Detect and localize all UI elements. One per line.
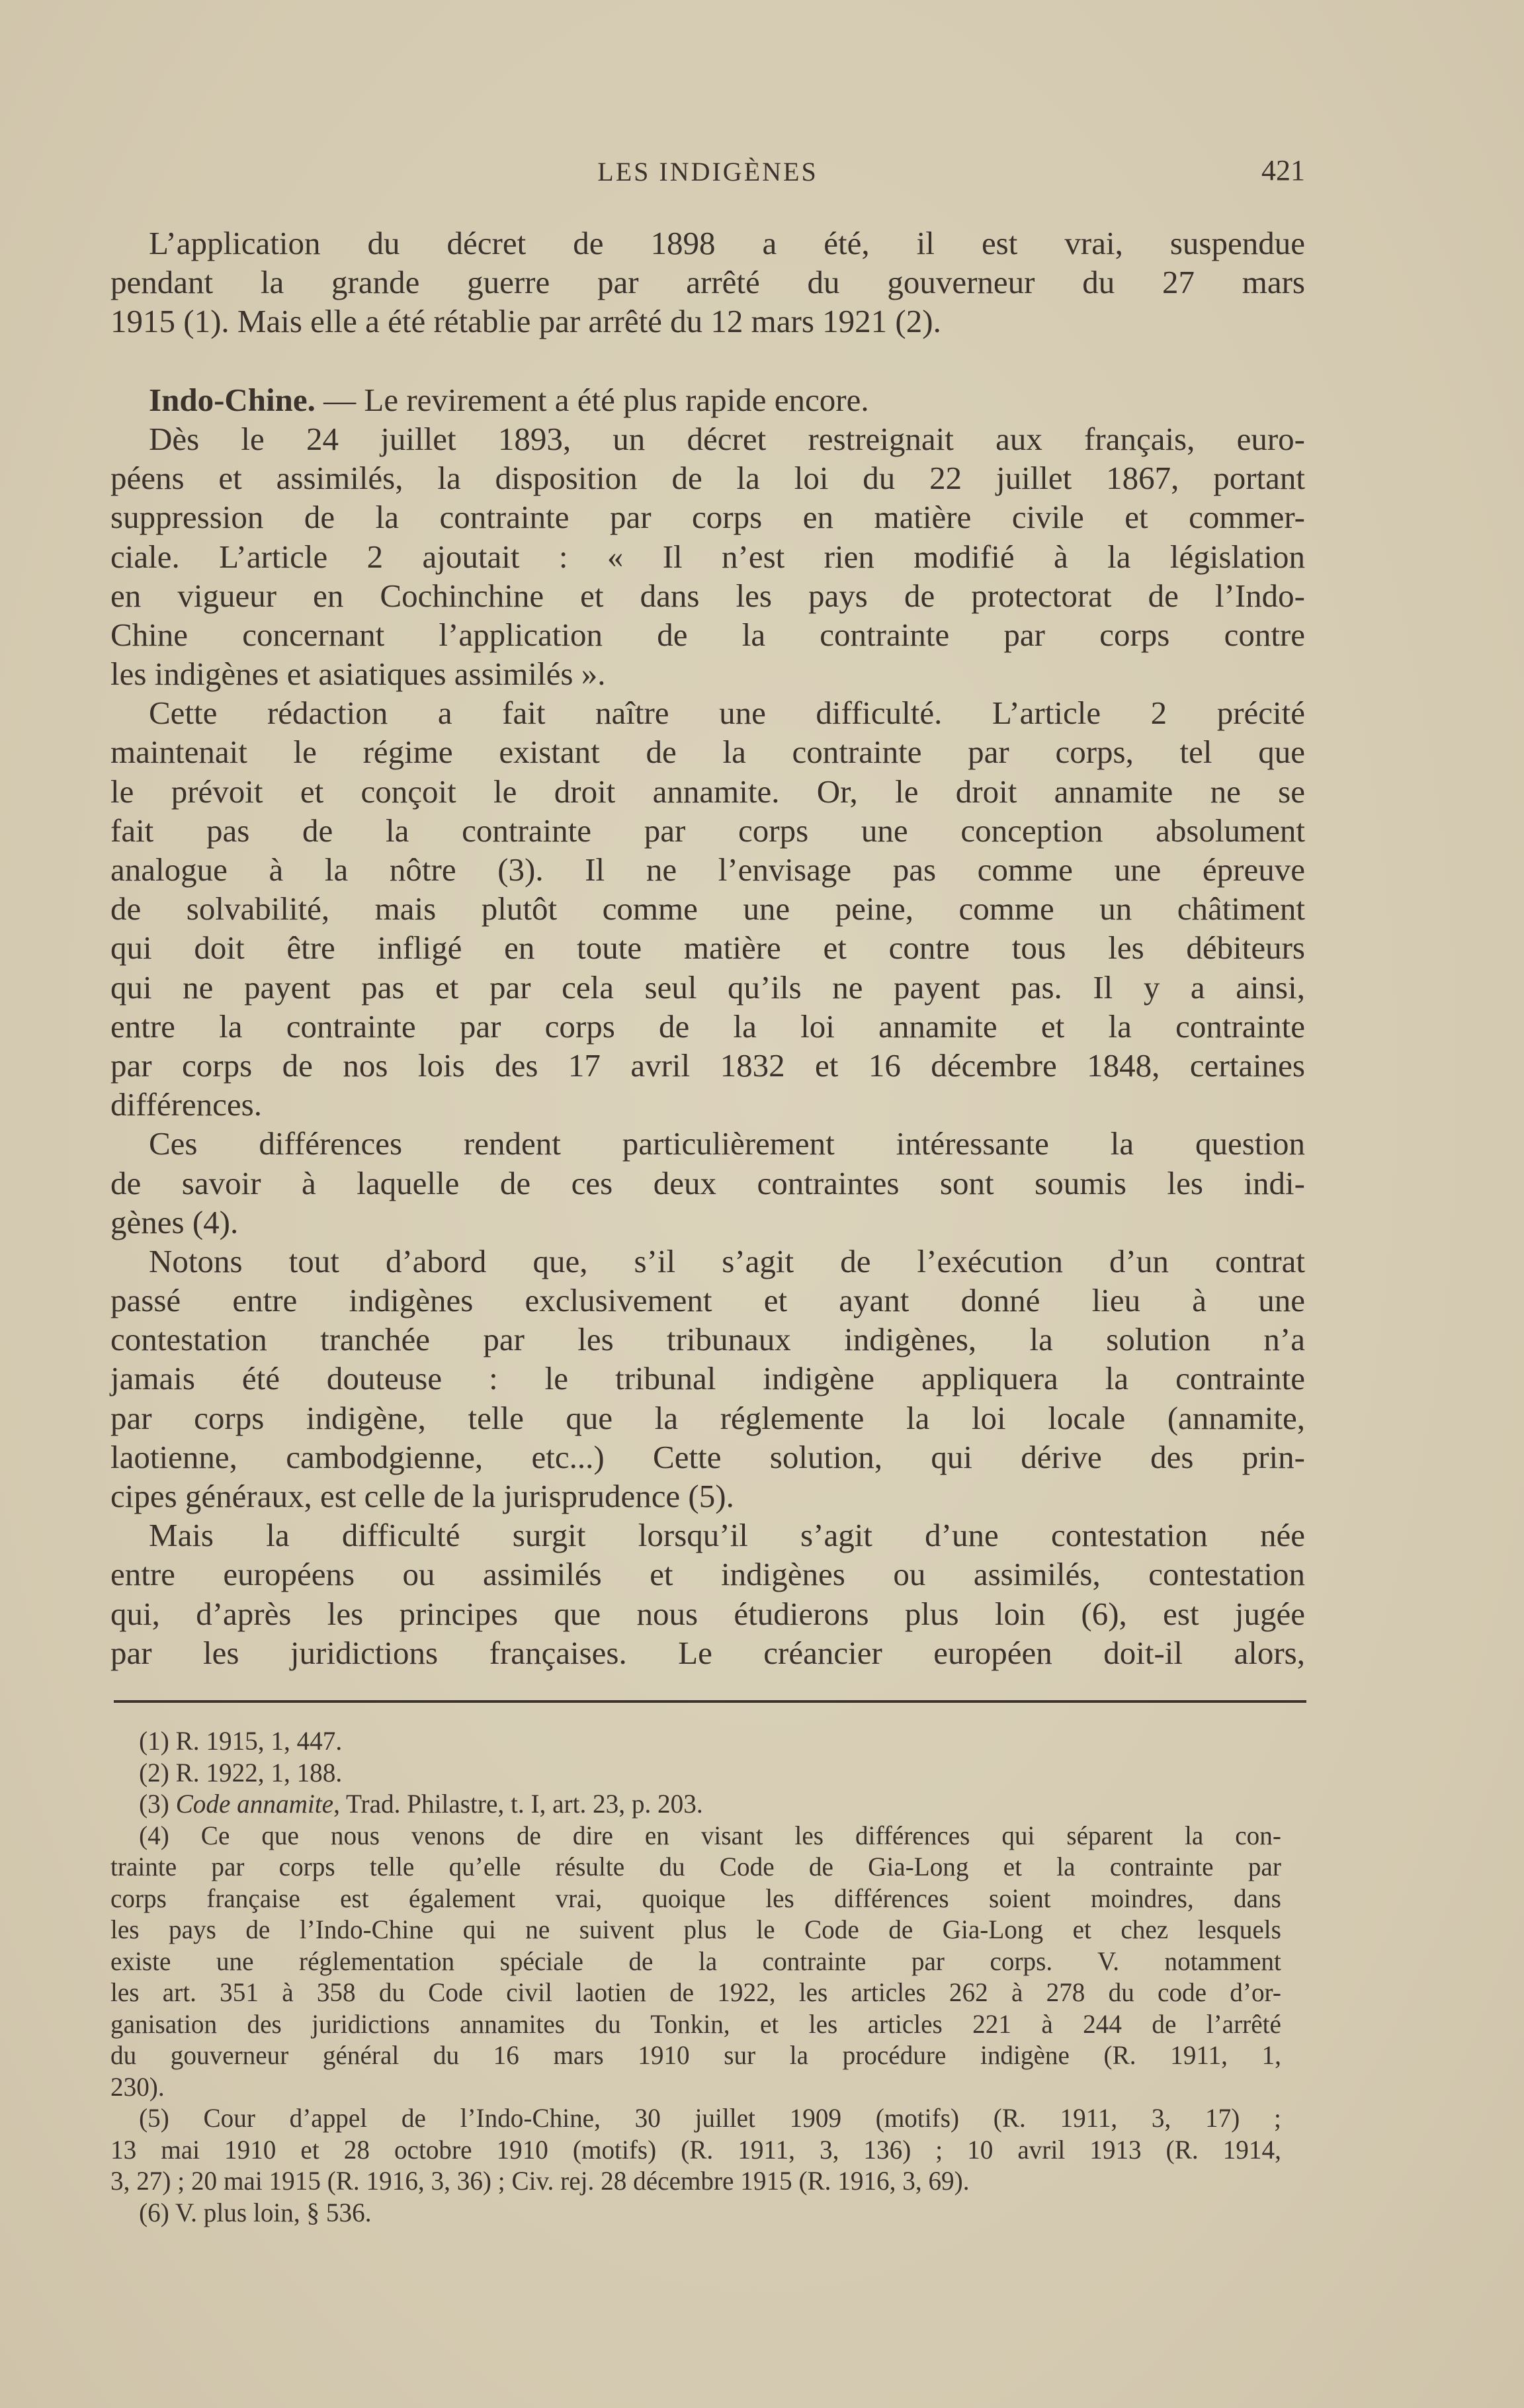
line-text: qui doit être infligé en toute matière et contre tous les débiteurs <box>110 929 1305 967</box>
section-heading-line <box>110 380 1305 419</box>
text-line <box>110 693 1305 732</box>
footnote-text: , Trad. Philastre, t. I, art. 23, p. 203. <box>333 1789 703 1819</box>
line-text: qui ne payent pas et par cela seul qu’ils ne payent pas. Il y a ainsi, <box>110 968 1305 1006</box>
text-line <box>110 928 1305 967</box>
line-text: 3, 27) ; 20 mai 1915 (R. 1916, 3, 36) ; Civ. rej. 28 décembre 1915 (R. 1916, 3, 69). <box>110 2166 970 2196</box>
line-text: qui, d’après les principes que nous étudierons plus loin (6), est jugée <box>110 1595 1305 1632</box>
text-line <box>110 732 1305 771</box>
text-line <box>110 1820 1281 1852</box>
text-line <box>110 1320 1305 1359</box>
text-line <box>110 654 1305 693</box>
text-line <box>110 1594 1305 1633</box>
line-text: (1) R. 1915, 1, 447. <box>139 1726 343 1756</box>
line-text: Mais la difficulté surgit lorsqu’il s’agit d’une contestation née <box>149 1517 1305 1554</box>
text-line <box>110 537 1305 576</box>
footnote-number: (3) <box>139 1789 176 1819</box>
text-line <box>110 1438 1305 1477</box>
line-text: du gouverneur général du 16 mars 1910 sur la procédure indigène (R. 1911, 1, <box>110 2040 1281 2070</box>
paragraph-gap <box>110 341 1305 380</box>
text-line <box>110 1398 1305 1438</box>
text-line <box>110 2134 1281 2166</box>
line-text: (5) Cour d’appel de l’Indo-Chine, 30 juillet 1909 (motifs) (R. 1911, 3, 17) ; <box>139 2103 1281 2133</box>
section-heading: Indo-Chine. <box>149 381 316 418</box>
line-text: gènes (4). <box>110 1203 239 1240</box>
line-text: de savoir à laquelle de ces deux contraintes sont soumis les indi- <box>110 1164 1305 1201</box>
running-header <box>110 153 1305 193</box>
footnote <box>110 1820 1281 2103</box>
page-number: 421 <box>1261 154 1305 187</box>
text-line <box>110 1164 1305 1203</box>
paragraph <box>110 224 1305 341</box>
text-line <box>110 1281 1305 1320</box>
line-text: trainte par corps telle qu’elle résulte du Code de Gia-Long et la contrainte par <box>110 1852 1281 1881</box>
text-line <box>110 1757 1281 1789</box>
line-text: existe une réglementation spéciale de la contrainte par corps. V. notamment <box>110 1946 1281 1976</box>
line-text: (6) V. plus loin, § 536. <box>139 2197 372 2227</box>
text-line <box>110 850 1305 889</box>
text-line <box>110 811 1305 850</box>
heading-text: — Le revirement a été plus rapide encore. <box>315 381 869 418</box>
text-line <box>110 2165 1281 2197</box>
paragraph <box>110 1516 1305 1672</box>
text-line <box>110 1883 1281 1914</box>
paragraph <box>110 1242 1305 1516</box>
line-text: ciale. L’article 2 ajoutait : « Il n’est rien modifié à la législation <box>110 538 1305 575</box>
footnote <box>110 2197 1281 2229</box>
line-text: maintenait le régime existant de la contrainte par corps, tel que <box>110 734 1305 771</box>
text-line <box>110 497 1305 537</box>
text-line <box>110 224 1305 263</box>
line-text: les pays de l’Indo-Chine qui ne suivent plus le Code de Gia-Long et chez lesquels <box>110 1914 1281 1944</box>
line-text: en vigueur en Cochinchine et dans les pays de protectorat de l’Indo- <box>110 577 1305 614</box>
text-line <box>110 1725 1281 1757</box>
line-text: analogue à la nôtre (3). Il ne l’envisage pas comme une épreuve <box>110 851 1305 888</box>
footnote <box>110 1757 1281 1789</box>
text-line <box>110 772 1305 811</box>
text-line <box>110 1914 1281 1946</box>
text-line <box>110 2040 1281 2071</box>
text-line <box>110 2071 1281 2103</box>
text-line <box>110 1633 1305 1672</box>
text-line <box>110 1046 1305 1085</box>
paragraph <box>110 1124 1305 1242</box>
text-line <box>110 1124 1305 1163</box>
line-text: Dès le 24 juillet 1893, un décret restreignait aux français, euro- <box>149 420 1305 457</box>
text-line <box>110 889 1305 928</box>
text-line <box>110 1516 1305 1555</box>
footnote <box>110 1788 1281 1820</box>
text-line <box>110 1007 1305 1046</box>
line-text: le prévoit et conçoit le droit annamite. Or, le droit annamite ne se <box>110 773 1305 810</box>
line-text: (4) Ce que nous venons de dire en visant les différences qui séparent la con- <box>139 1820 1281 1850</box>
line-text: Cette rédaction a fait naître une difficulté. L’article 2 précité <box>149 695 1305 732</box>
line-text: jamais été douteuse : le tribunal indigène appliquera la contrainte <box>110 1360 1305 1397</box>
text-line <box>110 458 1305 497</box>
text-line <box>110 2102 1281 2134</box>
footnotes <box>110 1725 1281 2228</box>
line-text: laotienne, cambodgienne, etc...) Cette solution, qui dérive des prin- <box>110 1438 1305 1475</box>
text-line <box>110 1359 1305 1398</box>
main-text <box>110 224 1305 1672</box>
line-text: Ces différences rendent particulièrement intéressante la question <box>149 1125 1305 1162</box>
line-text: les art. 351 à 358 du Code civil laotien de 1922, les articles 262 à 278 du code d’or- <box>110 1977 1281 2007</box>
footnote <box>110 2102 1281 2197</box>
paragraph <box>110 419 1305 693</box>
text-line <box>110 2008 1281 2040</box>
line-text: corps française est également vrai, quoique les différences soient moindres, dans <box>110 1883 1281 1913</box>
text-line <box>110 1242 1305 1281</box>
text-line <box>110 1851 1281 1883</box>
text-line <box>110 1977 1281 2008</box>
footnote <box>110 1725 1281 1757</box>
footnote-title: Code annamite <box>175 1789 334 1819</box>
footnote-separator <box>114 1700 1306 1703</box>
line-text: passé entre indigènes exclusivement et ayant donné lieu à une <box>110 1282 1305 1319</box>
line-text: entre européens ou assimilés et indigènes ou assimilés, contestation <box>110 1556 1305 1593</box>
line-text: 1915 (1). Mais elle a été rétablie par arrêté du 12 mars 1921 (2). <box>110 303 941 340</box>
line-text: suppression de la contrainte par corps en matière civile et commer- <box>110 499 1305 536</box>
text-line <box>110 302 1305 341</box>
line-text: pendant la grande guerre par arrêté du gouverneur du 27 mars <box>110 264 1305 301</box>
line-text: différences. <box>110 1086 262 1123</box>
line-text: par les juridictions françaises. Le créancier européen doit-il alors, <box>110 1634 1305 1671</box>
text-line <box>110 968 1305 1007</box>
line-text: (2) R. 1922, 1, 188. <box>139 1757 343 1787</box>
text-line <box>110 1555 1305 1594</box>
line-text: contestation tranchée par les tribunaux indigènes, la solution n’a <box>110 1321 1305 1358</box>
text-line <box>110 1203 1305 1242</box>
text-line <box>110 1477 1305 1516</box>
text-line <box>110 419 1305 458</box>
running-title: LES INDIGÈNES <box>597 157 818 187</box>
line-text: 230). <box>110 2071 165 2102</box>
line-text: L’application du décret de 1898 a été, il est vrai, suspendue <box>149 225 1305 261</box>
line-text: cipes généraux, est celle de la jurisprudence (5). <box>110 1478 734 1514</box>
line-text: Chine concernant l’application de la contrainte par corps contre <box>110 616 1305 653</box>
line-text: ganisation des juridictions annamites du Tonkin, et les articles 221 à 244 de l’arrêté <box>110 2008 1281 2039</box>
line-text: de solvabilité, mais plutôt comme une peine, comme un châtiment <box>110 890 1305 927</box>
text-line <box>110 615 1305 654</box>
text-line <box>110 2197 1281 2229</box>
line-text: entre la contrainte par corps de la loi annamite et la contrainte <box>110 1008 1305 1045</box>
text-line <box>110 263 1305 302</box>
line-text: par corps de nos lois des 17 avril 1832 et 16 décembre 1848, certaines <box>110 1047 1305 1084</box>
line-text: par corps indigène, telle que la réglemente la loi locale (annamite, <box>110 1399 1305 1436</box>
line-text: Notons tout d’abord que, s’il s’agit de l’exécution d’un contrat <box>149 1242 1305 1279</box>
text-line <box>110 1085 1305 1124</box>
line-text: fait pas de la contrainte par corps une conception absolument <box>110 812 1305 849</box>
paragraph <box>110 693 1305 1124</box>
text-line <box>110 1946 1281 1977</box>
text-line <box>110 576 1305 615</box>
line-text: 13 mai 1910 et 28 octobre 1910 (motifs) (R. 1911, 3, 136) ; 10 avril 1913 (R. 1914, <box>110 2134 1281 2165</box>
line-text: péens et assimilés, la disposition de la loi du 22 juillet 1867, portant <box>110 460 1305 497</box>
line-text: les indigènes et asiatiques assimilés ». <box>110 656 606 693</box>
